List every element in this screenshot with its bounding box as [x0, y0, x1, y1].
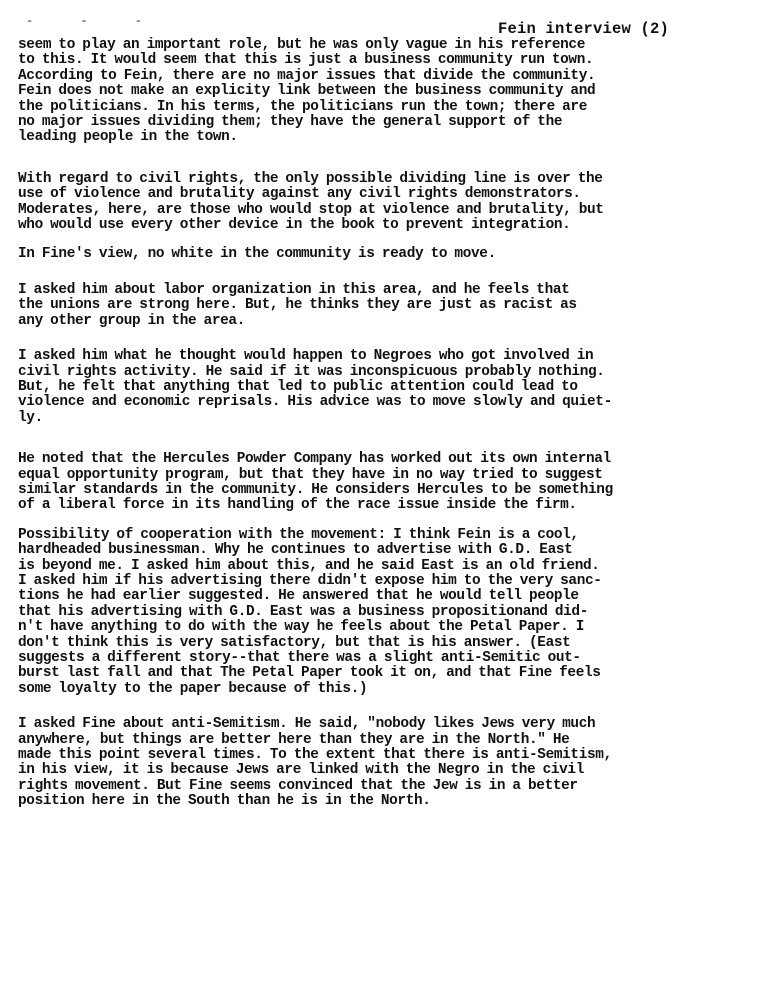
text-line: I asked him what he thought would happen to Negroes who got involved in	[18, 348, 594, 365]
text-line: civil rights activity. He said if it was inconspicuous probably nothing.	[18, 363, 605, 380]
text-line: According to Fein, there are no major issues that divide the community.	[18, 67, 596, 84]
text-line: who would use every other device in the book to prevent integration.	[18, 217, 571, 234]
text-line: made this point several times. To the extent that there is anti-Semitism,	[18, 747, 612, 764]
page-header: Fein interview (2)	[497, 20, 669, 38]
text-line: no major issues dividing them; they have the general support of the	[18, 114, 563, 131]
paragraph-2	[18, 172, 678, 234]
text-line: rights movement. But Fine seems convinced that the Jew is in a better	[18, 777, 578, 794]
text-line: In Fine's view, no white in the community is ready to move.	[18, 246, 496, 263]
text-line: of a liberal force in its handling of the race issue inside the firm.	[18, 497, 577, 514]
text-line: ly.	[18, 409, 43, 426]
text-line: similar standards in the community. He considers Hercules to be something	[18, 481, 613, 498]
paragraph-8	[18, 717, 678, 809]
text-line: don't think this is very satisfactory, but that is his answer. (East	[18, 634, 571, 651]
text-line: I asked Fine about anti-Semitism. He said, "nobody likes Jews very much	[18, 716, 596, 733]
text-line: hardheaded businessman. Why he continues to advertise with G.D. East	[18, 542, 573, 559]
text-line: that his advertising with G.D. East was a business propositionand did-	[18, 603, 589, 620]
text-line: n't have anything to do with the way he feels about the Petal Paper. I	[18, 619, 585, 636]
text-line: Fein does not make an explicity link between the business community and	[18, 83, 596, 100]
text-line: He noted that the Hercules Powder Company has worked out its own internal	[18, 451, 611, 468]
paragraph-6	[18, 452, 678, 514]
paragraph-1	[18, 38, 678, 146]
text-line: burst last fall and that The Petal Paper took it on, and that Fine feels	[18, 665, 601, 682]
text-line: the politicians. In his terms, the politicians run the town; there are	[18, 98, 588, 115]
text-line: any other group in the area.	[18, 312, 246, 329]
text-line: some loyalty to the paper because of this.)	[18, 680, 368, 697]
text-line: violence and economic reprisals. His advice was to move slowly and quiet-	[18, 394, 612, 411]
text-line: tions he had earlier suggested. He answered that he would tell people	[18, 588, 579, 605]
margin-marks: - - -	[26, 14, 163, 28]
text-line: use of violence and brutality against any civil rights demonstrators.	[18, 186, 581, 203]
text-line: leading people in the town.	[18, 129, 238, 146]
text-line: Moderates, here, are those who would stop at violence and brutality, but	[18, 201, 604, 218]
text-line: But, he felt that anything that led to public attention could lead to	[18, 378, 578, 395]
paragraph-5	[18, 349, 678, 426]
paragraph-4	[18, 283, 678, 329]
text-line: position here in the South than he is in the North.	[18, 793, 431, 810]
text-line: I asked him about labor organization in this area, and he feels that	[18, 281, 570, 298]
text-line: anywhere, but things are better here than they are in the North." He	[18, 731, 570, 748]
text-line: seem to play an important role, but he was only vague in his reference	[18, 37, 586, 53]
text-line: in his view, it is because Jews are linked with the Negro in the civil	[18, 762, 585, 779]
text-line: the unions are strong here. But, he thinks they are just as racist as	[18, 297, 577, 314]
paragraph-3	[18, 247, 678, 262]
document-body	[18, 38, 678, 828]
text-line: With regard to civil rights, the only possible dividing line is over the	[18, 170, 603, 187]
text-line: is beyond me. I asked him about this, and he said East is an old friend.	[18, 557, 600, 574]
text-line: suggests a different story--that there was a slight anti-Semitic out-	[18, 650, 581, 666]
text-line: I asked him if his advertising there didn't expose him to the very sanc-	[18, 572, 602, 589]
text-line: Possibility of cooperation with the movement: I think Fein is a cool,	[18, 526, 579, 543]
text-line: equal opportunity program, but that they have in no way tried to suggest	[18, 466, 603, 483]
text-line: to this. It would seem that this is just a business community run town.	[18, 52, 594, 69]
paragraph-7	[18, 528, 678, 697]
